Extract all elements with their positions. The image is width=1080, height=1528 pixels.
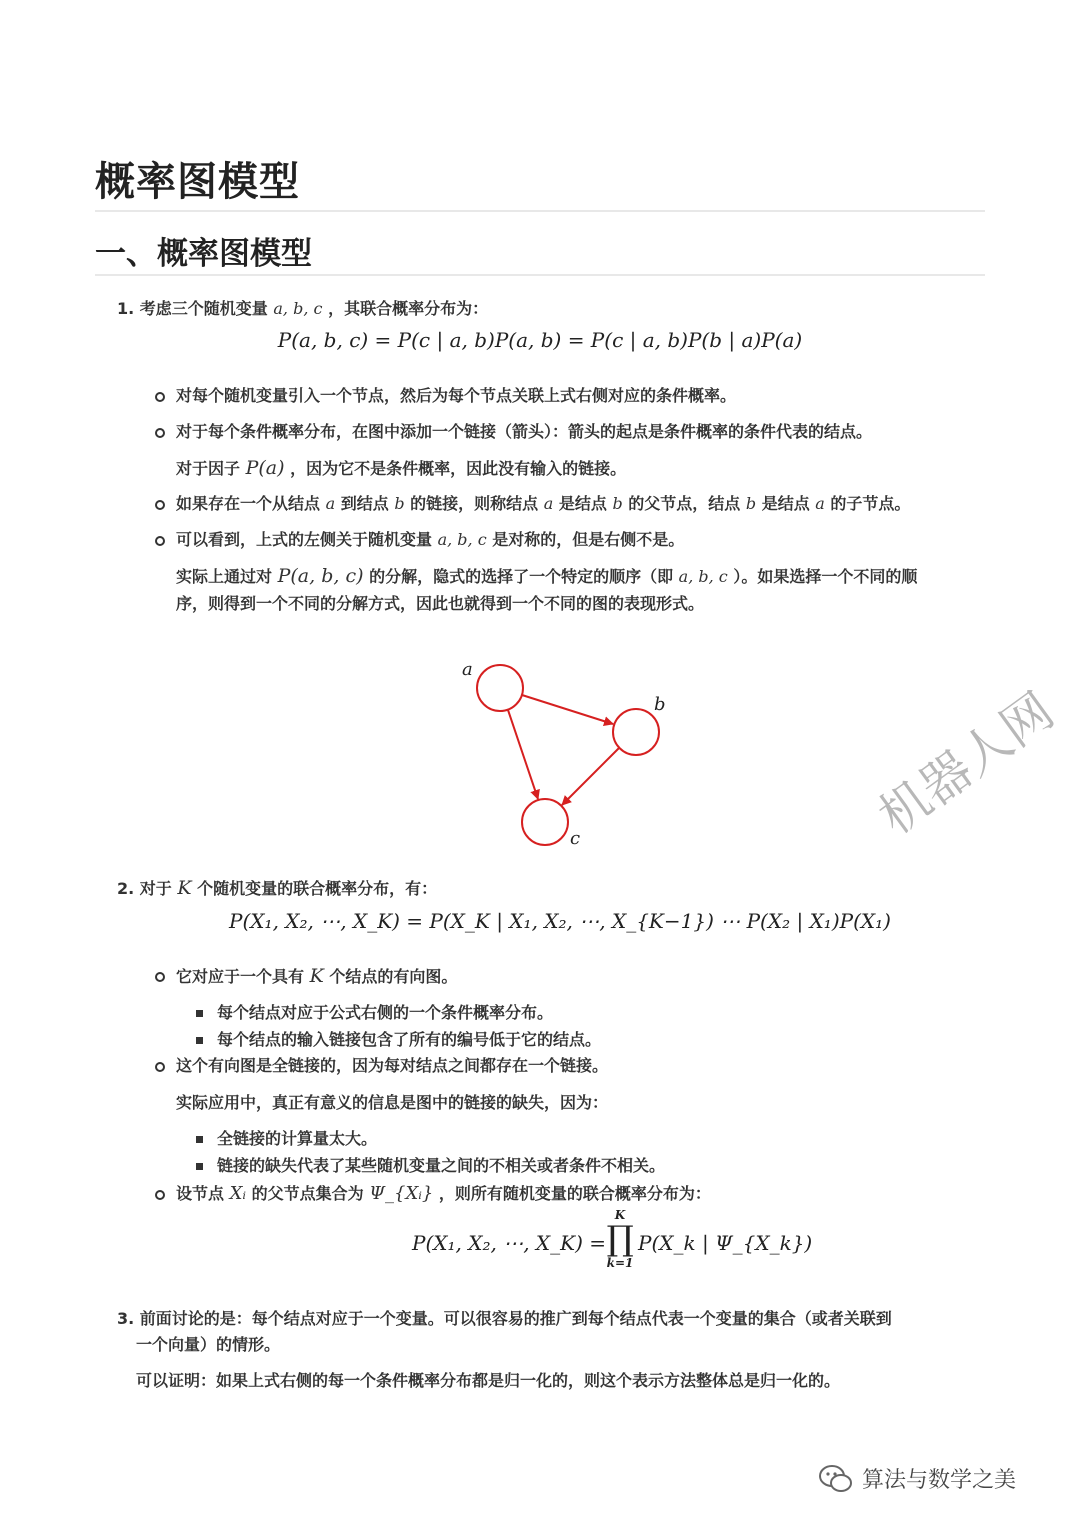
b4-p2: 是对称的，但是右侧不是。 xyxy=(492,530,685,549)
item2-sub3: 全链接的计算量太大。 xyxy=(217,1129,378,1148)
circle-bullet-icon xyxy=(155,1190,165,1200)
node-c-label: c xyxy=(570,828,581,849)
b3-p4: 是结点 xyxy=(558,494,607,513)
wechat-icon xyxy=(818,1463,854,1495)
item2-formula: P(X₁, X₂, ⋯, X_K) = P(X_K | X₁, X₂, ⋯, X_{K−1}) ⋯ P(X₂ | X₁)P(X₁) xyxy=(229,909,891,933)
b4-c1-p1: 实际上通过对 xyxy=(176,567,273,586)
square-bullet-icon xyxy=(196,1010,203,1017)
item1-vars: a, b, c xyxy=(273,299,323,318)
item1-bullet3 xyxy=(176,493,910,515)
item2-bullet2: 这个有向图是全链接的，因为每对结点之间都存在一个链接。 xyxy=(176,1056,609,1075)
b4-c1-vars: a, b, c xyxy=(678,567,728,586)
item1-number: 1. xyxy=(117,299,135,318)
b3-a1: a xyxy=(325,494,336,513)
b3-p2: 到结点 xyxy=(340,494,389,513)
item2-sub4: 链接的缺失代表了某些随机变量之间的不相关或者条件不相关。 xyxy=(217,1156,666,1175)
b3-p6: 是结点 xyxy=(761,494,810,513)
item2-text-after: 个随机变量的联合概率分布，有： xyxy=(197,879,438,898)
b4-c1-math: P(a, b, c) xyxy=(277,565,364,587)
b4-c1-p2: 的分解，隐式的选择了一个特定的顺序（即 xyxy=(369,567,674,586)
page-title: 概率图模型 xyxy=(95,159,300,205)
circle-bullet-icon xyxy=(155,1062,165,1072)
i2-b1-p1: 它对应于一个具有 xyxy=(176,967,305,986)
item2-bullet2-cont: 实际应用中，真正有意义的信息是图中的链接的缺失，因为： xyxy=(176,1093,609,1112)
edge-a-b xyxy=(522,695,613,724)
b2-cont-before: 对于因子 xyxy=(176,459,241,478)
item1-bullet2: 对于每个条件概率分布，在图中添加一个链接（箭头）：箭头的起点是条件概率的条件代表的结点。 xyxy=(176,422,873,441)
item1-bullet1: 对每个随机变量引入一个节点，然后为每个节点关联上式右侧对应的条件概率。 xyxy=(176,386,737,405)
item2-var-k: K xyxy=(177,877,192,899)
circle-bullet-icon xyxy=(155,392,165,402)
i2-b3-p3: ，则所有随机变量的联合概率分布为： xyxy=(438,1184,711,1203)
node-b-circle xyxy=(613,709,659,755)
b3-p5: 的父节点，结点 xyxy=(628,494,741,513)
b3-b2: b xyxy=(612,494,623,513)
node-c-circle xyxy=(522,799,568,845)
item3-number: 3. xyxy=(117,1309,135,1328)
b3-a3: a xyxy=(815,494,825,513)
b4-c1-p3: ）。如果选择一个不同的顺 xyxy=(733,567,918,586)
b3-b1: b xyxy=(394,494,405,513)
formula2-rhs: P(X_k | Ψ_{X_k}) xyxy=(638,1231,813,1255)
item2-bullet1 xyxy=(176,965,457,988)
b2-cont-after: ，因为它不是条件概率，因此没有输入的链接。 xyxy=(290,459,627,478)
square-bullet-icon xyxy=(196,1136,203,1143)
item1-bullet2-cont xyxy=(176,457,626,480)
b3-p1: 如果存在一个从结点 xyxy=(176,494,321,513)
item1-bullet4-cont1 xyxy=(176,565,917,588)
item3-line1 xyxy=(117,1308,892,1330)
i2-b3-xi: Xᵢ xyxy=(229,1183,247,1204)
i2-b1-k: K xyxy=(309,965,324,987)
item1-bullet4 xyxy=(176,529,684,551)
node-a-label: a xyxy=(462,659,473,680)
item2-intro xyxy=(117,877,437,900)
formula2-top: K xyxy=(614,1208,626,1222)
formula2-product xyxy=(606,1208,634,1270)
circle-bullet-icon xyxy=(155,536,165,546)
watermark-text: 机器人网 xyxy=(868,681,1065,846)
b4-p1: 可以看到，上式的左侧关于随机变量 xyxy=(176,530,433,549)
square-bullet-icon xyxy=(196,1163,203,1170)
i2-b3-p1: 设节点 xyxy=(176,1184,225,1203)
item3-line1-text: 前面讨论的是：每个结点对应于一个变量。可以很容易的推广到每个结点代表一个变量的集合（或者关联到 xyxy=(139,1309,892,1328)
item1-bullet4-cont2: 序，则得到一个不同的分解方式，因此也就得到一个不同的图的表现形式。 xyxy=(176,594,705,613)
item1-formula: P(a, b, c) = P(c | a, b)P(a, b) = P(c | a, b)P(b | a)P(a) xyxy=(277,328,803,352)
i2-b1-p2: 个结点的有向图。 xyxy=(329,967,458,986)
circle-bullet-icon xyxy=(155,428,165,438)
b3-a2: a xyxy=(543,494,554,513)
item2-sub2: 每个结点的输入链接包含了所有的编号低于它的结点。 xyxy=(217,1030,602,1049)
b2-cont-math: P(a) xyxy=(245,457,285,479)
i2-b3-p2: 的父节点集合为 xyxy=(251,1184,364,1203)
b3-p7: 的子节点。 xyxy=(830,494,911,513)
b3-p3: 的链接，则称结点 xyxy=(410,494,539,513)
i2-b3-psi: Ψ_{Xᵢ} xyxy=(369,1183,434,1204)
circle-bullet-icon xyxy=(155,500,165,510)
node-b-label: b xyxy=(654,694,666,715)
directed-graph xyxy=(440,650,700,860)
circle-bullet-icon xyxy=(155,972,165,982)
section-heading: 一、概率图模型 xyxy=(95,236,312,272)
item2-number: 2. xyxy=(117,879,135,898)
item3-line2: 一个向量）的情形。 xyxy=(136,1335,281,1354)
item2-sub1: 每个结点对应于公式右侧的一个条件概率分布。 xyxy=(217,1003,554,1022)
item1-text-after: ，其联合概率分布为： xyxy=(328,299,489,318)
item1-text-before: 考虑三个随机变量 xyxy=(139,299,268,318)
square-bullet-icon xyxy=(196,1037,203,1044)
formula2-lhs: P(X₁, X₂, ⋯, X_K) = xyxy=(412,1231,607,1255)
section-divider xyxy=(95,274,985,276)
b4-vars: a, b, c xyxy=(437,530,487,549)
node-a-circle xyxy=(477,665,523,711)
edge-a-c xyxy=(508,710,538,799)
edge-b-c xyxy=(562,748,619,805)
b3-b3: b xyxy=(745,494,757,513)
title-divider xyxy=(95,210,985,212)
item2-text-before: 对于 xyxy=(139,879,172,898)
item3-line3: 可以证明：如果上式右侧的每一个条件概率分布都是归一化的，则这个表示方法整体总是归一化的。 xyxy=(136,1371,841,1390)
item2-bullet3 xyxy=(176,1183,711,1205)
footer-brand: 算法与数学之美 xyxy=(862,1468,1017,1493)
product-icon: ∏ xyxy=(606,1219,634,1259)
item1-intro xyxy=(117,298,488,320)
formula2-bottom: k=1 xyxy=(606,1256,634,1270)
